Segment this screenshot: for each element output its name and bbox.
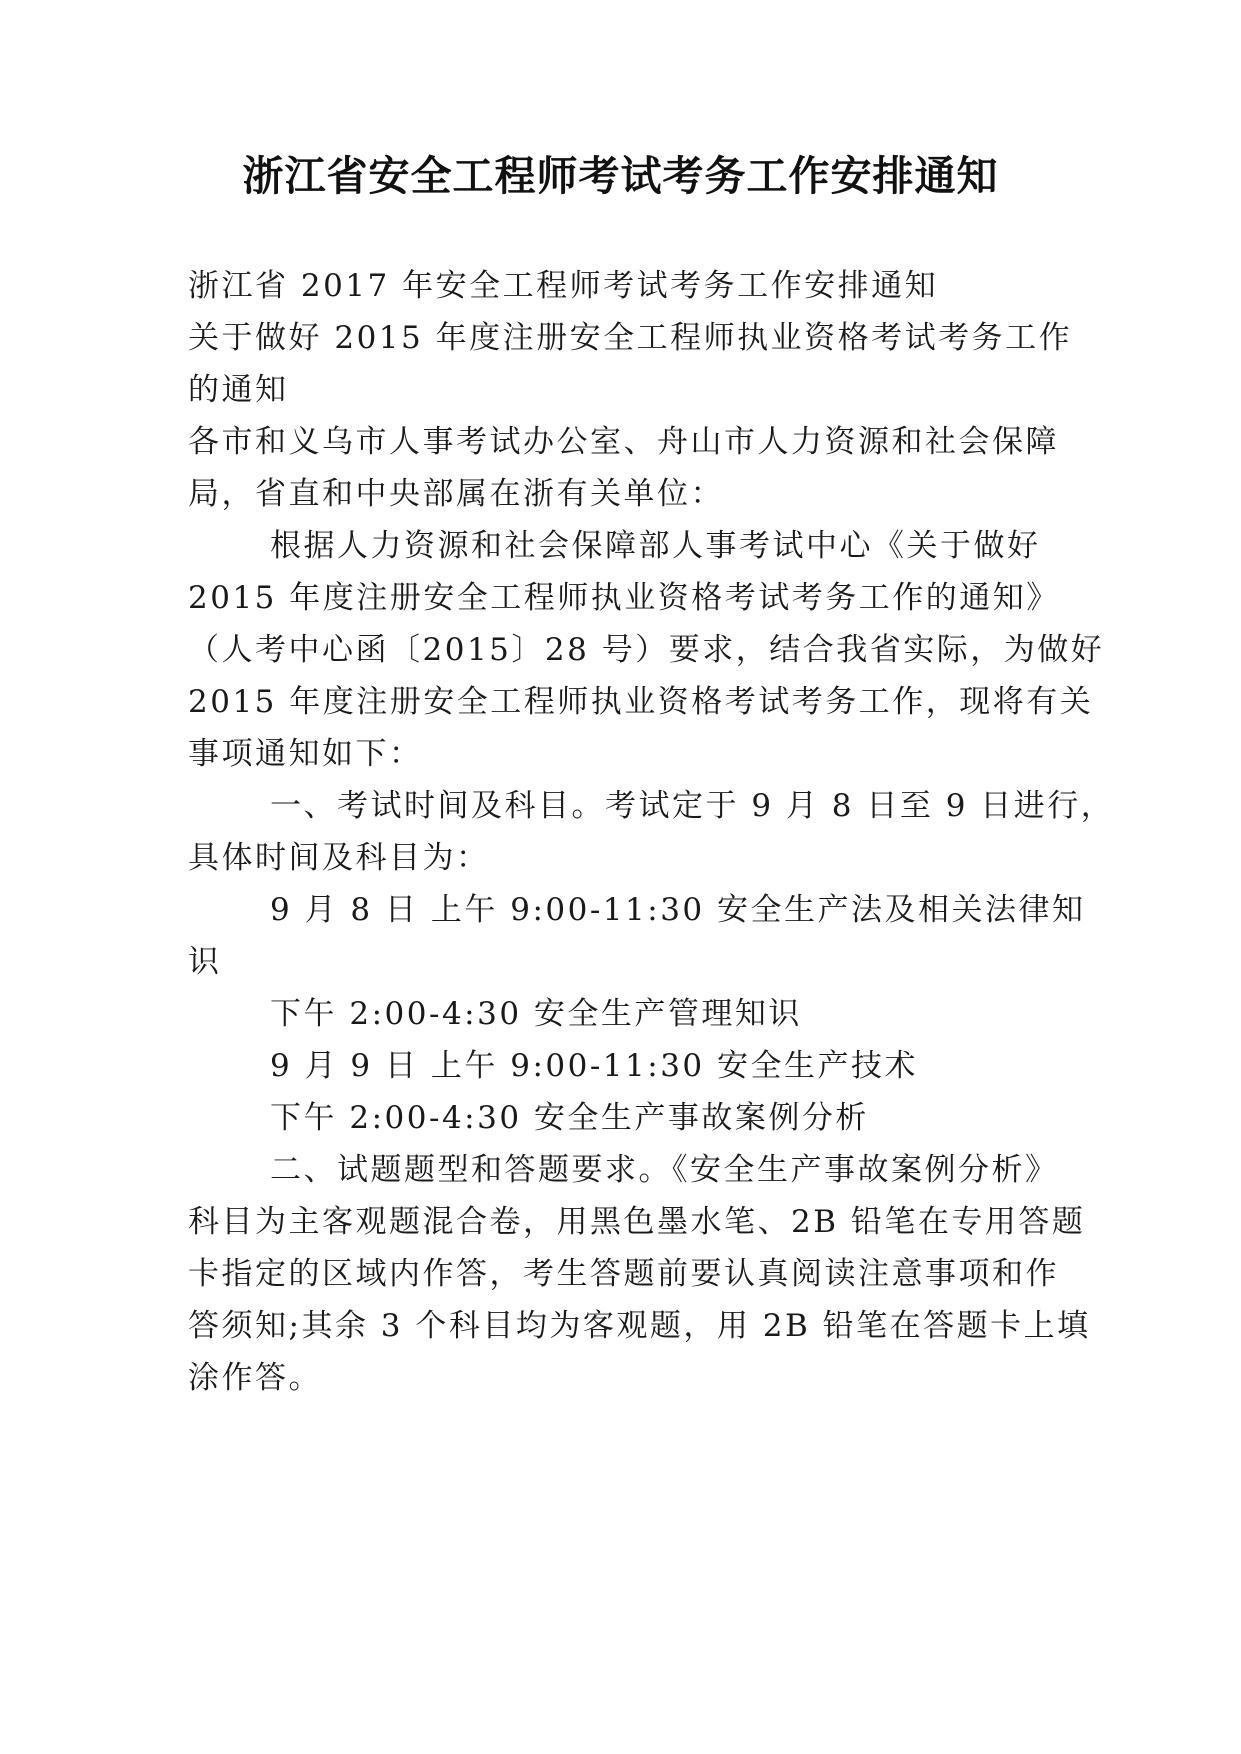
document-title: 浙江省安全工程师考试考务工作安排通知: [242, 152, 999, 200]
body-line: 根据人力资源和社会保障部人事考试中心《关于做好: [270, 528, 1041, 564]
body-line: 9 月 9 日 上午 9:00-11:30 安全生产技术: [270, 1048, 918, 1084]
body-line: 浙江省 2017 年安全工程师考试考务工作安排通知: [188, 268, 939, 304]
body-line: 的通知: [188, 372, 289, 408]
body-line: 科目为主客观题混合卷，用黑色墨水笔、2B 铅笔在专用答题: [188, 1204, 1086, 1240]
body-line: 二、试题题型和答题要求。《安全生产事故案例分析》: [270, 1152, 1059, 1188]
body-line: 2015 年度注册安全工程师执业资格考试考务工作的通知》: [188, 580, 1060, 616]
body-line: 涂作答。: [188, 1360, 322, 1396]
body-line: 局，省直和中央部属在浙有关单位：: [188, 476, 724, 512]
body-line: （人考中心函〔2015〕28 号）要求，结合我省实际，为做好: [188, 632, 1105, 668]
body-line: 下午 2:00-4:30 安全生产事故案例分析: [270, 1100, 869, 1136]
body-line: 9 月 8 日 上午 9:00-11:30 安全生产法及相关法律知: [270, 892, 1086, 928]
body-line: 下午 2:00-4:30 安全生产管理知识: [270, 996, 802, 1032]
body-line: 事项通知如下：: [188, 736, 423, 772]
body-line: 一、考试时间及科目。考试定于 9 月 8 日至 9 日进行，: [270, 788, 1115, 824]
body-line: 卡指定的区域内作答，考生答题前要认真阅读注意事项和作: [188, 1256, 1059, 1292]
body-line: 具体时间及科目为：: [188, 840, 490, 876]
body-line: 2015 年度注册安全工程师执业资格考试考务工作，现将有关: [188, 684, 1094, 720]
body-line: 识: [188, 944, 222, 980]
body-line: 答须知;其余 3 个科目均为客观题，用 2B 铅笔在答题卡上填: [188, 1308, 1091, 1344]
body-line: 关于做好 2015 年度注册安全工程师执业资格考试考务工作: [188, 320, 1073, 356]
body-line: 各市和义乌市人事考试办公室、舟山市人力资源和社会保障: [188, 424, 1059, 460]
